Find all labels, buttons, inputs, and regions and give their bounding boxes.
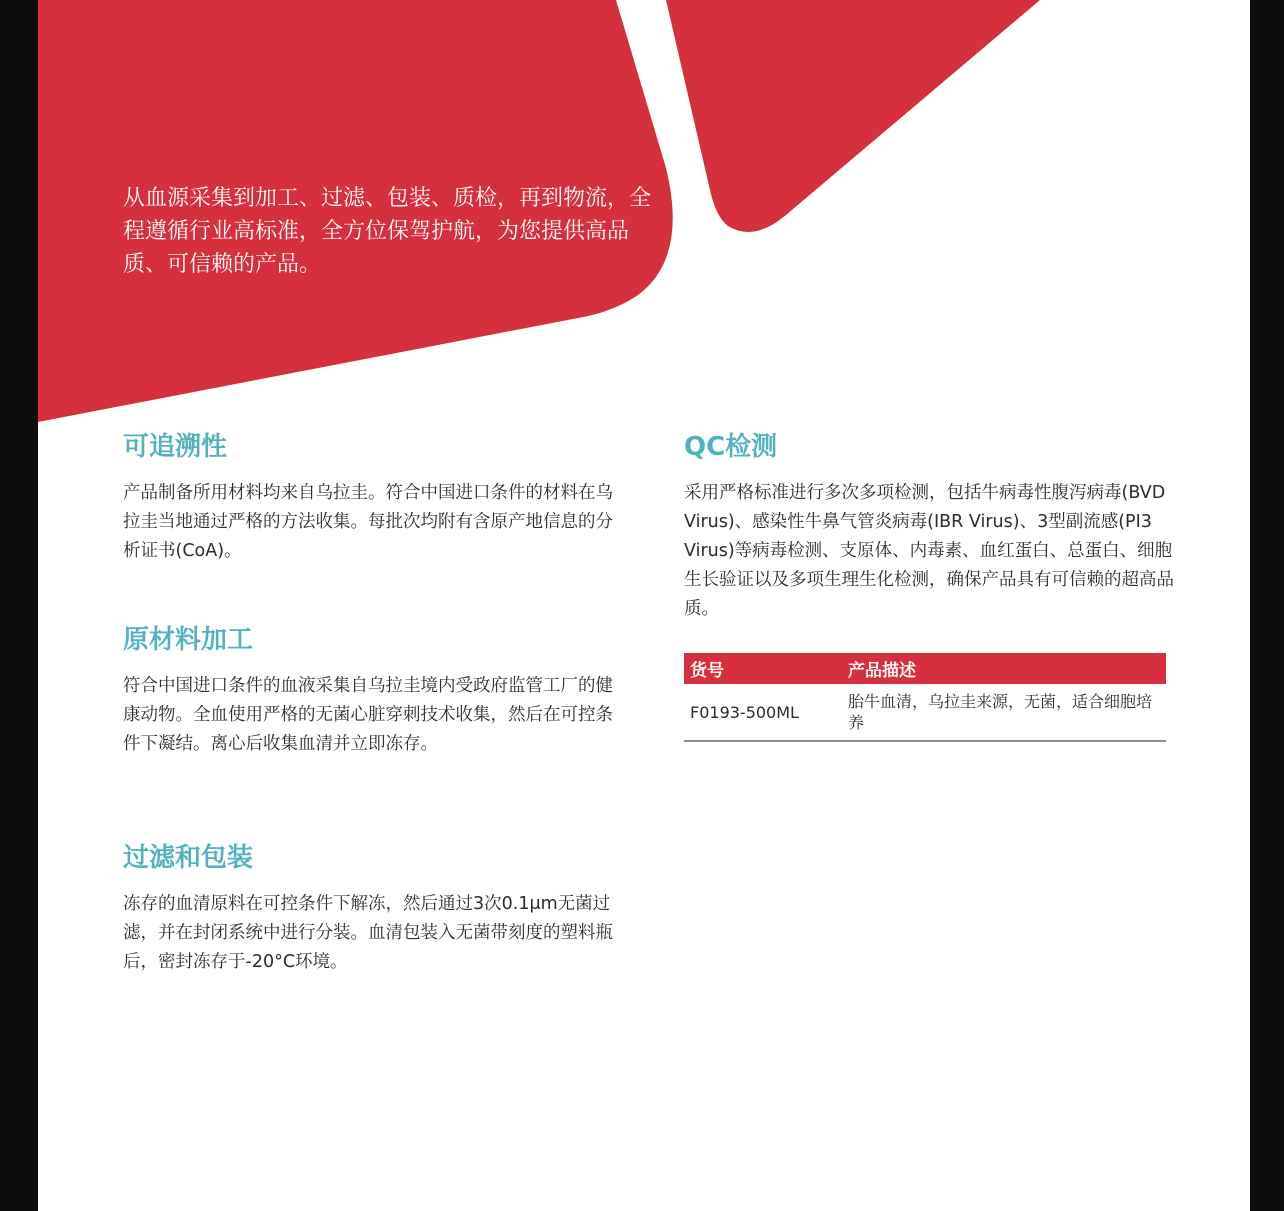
hero-text: 从血源采集到加工、过滤、包装、质检，再到物流，全程遵循行业高标准，全方位保驾护航，为您提供高品质、可信赖的产品。 (123, 186, 652, 277)
product-table-header-row (684, 653, 1166, 684)
filter-packaging-section (123, 842, 613, 977)
brochure-page (38, 0, 1250, 1211)
raw-processing-section (123, 624, 613, 759)
table-row (684, 684, 1166, 741)
qc-section (684, 431, 1174, 624)
product-description: 胎牛血清，乌拉圭来源，无菌，适合细胞培养 (842, 684, 1166, 741)
product-table (684, 653, 1166, 742)
traceability-section (123, 431, 613, 566)
traceability-title: 可追溯性 (123, 432, 228, 462)
traceability-body: 产品制备所用材料均来自乌拉圭。符合中国进口条件的材料在乌拉圭当地通过严格的方法收集。每批次均附有含原产地信息的分析证书(CoA)。 (123, 483, 613, 561)
raw-processing-body: 符合中国进口条件的血液采集自乌拉圭境内受政府监管工厂的健康动物。全血使用严格的无菌心脏穿刺技术收集，然后在可控条件下凝结。离心后收集血清并立即冻存。 (123, 676, 613, 754)
filter-packaging-body: 冻存的血清原料在可控条件下解冻，然后通过3次0.1μm无菌过滤，并在封闭系统中进行分装。血清包装入无菌带刻度的塑料瓶后，密封冻存于-20°C环境。 (123, 894, 613, 972)
raw-processing-title: 原材料加工 (123, 625, 254, 655)
filter-packaging-title: 过滤和包装 (123, 843, 254, 873)
header-description: 产品描述 (842, 653, 1166, 684)
header-code: 货号 (684, 653, 842, 684)
right-red-shape (666, 0, 1040, 232)
qc-title: QC检测 (684, 432, 778, 462)
product-code: F0193-500ML (684, 684, 842, 741)
qc-body: 采用严格标准进行多次多项检测，包括牛病毒性腹泻病毒(BVD Virus)、感染性牛鼻气管炎病毒(IBR Virus)、3型副流感(PI3 Virus)等病毒检测、支原体、内毒素、血红蛋白、总蛋白、细胞生长验证以及多项生理生化检测，确保产品具有可信赖的超高品质。 (684, 483, 1174, 619)
